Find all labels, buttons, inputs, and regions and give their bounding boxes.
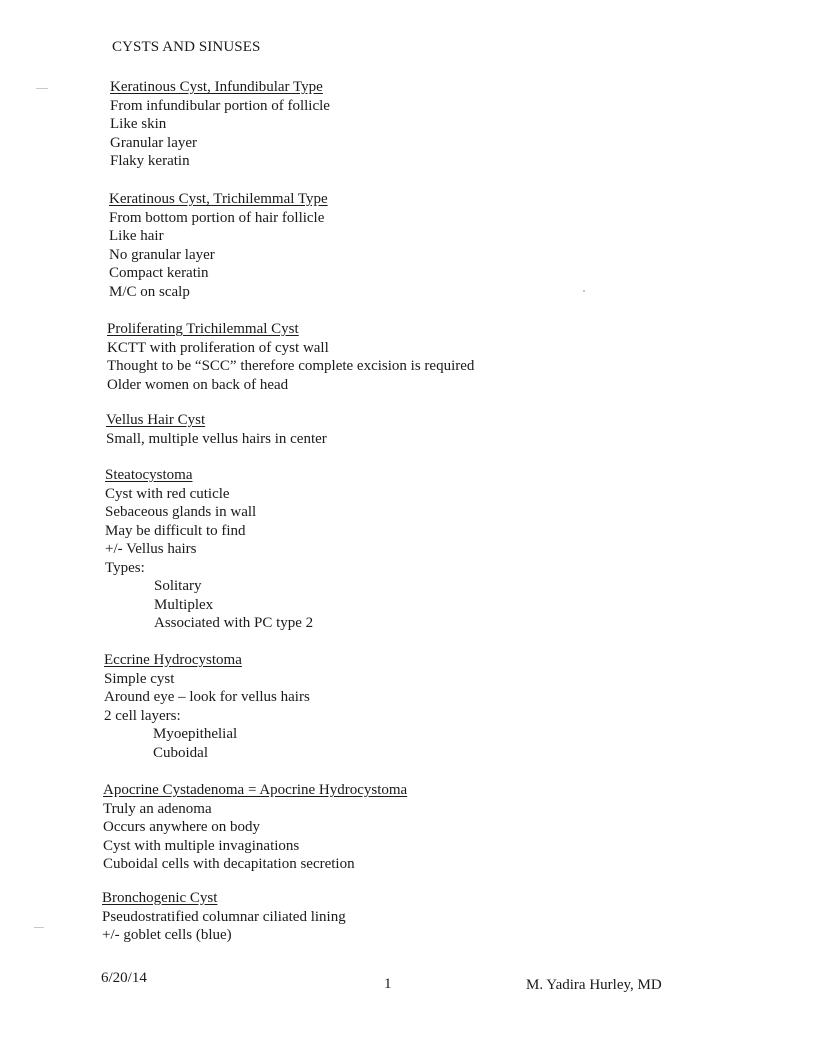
section: [103, 781, 407, 874]
section-line: Thought to be “SCC” therefore complete excision is required: [107, 358, 475, 374]
sub-list-item: Associated with PC type 2: [154, 615, 314, 631]
section: [105, 466, 313, 633]
section-line: 2 cell layers:: [104, 707, 181, 724]
footer-author: M. Yadira Hurley, MD: [526, 977, 662, 993]
scan-speck: [36, 88, 48, 89]
section-line: Occurs anywhere on body: [103, 819, 261, 835]
section-line: Cuboidal cells with decapitation secretion: [103, 856, 355, 872]
section-line: No granular layer: [109, 246, 215, 263]
section-heading: Keratinous Cyst, Infundibular Type: [110, 79, 323, 95]
section: [110, 78, 330, 171]
section-line: KCTT with proliferation of cyst wall: [107, 339, 329, 356]
section-line: Compact keratin: [109, 265, 209, 281]
section-line: From infundibular portion of follicle: [110, 97, 330, 114]
section: [109, 190, 328, 301]
section-line: Flaky keratin: [110, 153, 190, 169]
section-heading: Proliferating Trichilemmal Cyst: [107, 321, 299, 337]
section-line: +/- Vellus hairs: [105, 541, 197, 557]
section-line: Types:: [105, 559, 145, 576]
section-heading: Eccrine Hydrocystoma: [104, 652, 242, 668]
section-line: Cyst with red cuticle: [105, 485, 230, 502]
section: [106, 411, 327, 448]
section: [102, 889, 346, 945]
section-line: Cyst with multiple invaginations: [103, 837, 300, 854]
section-heading: Steatocystoma: [105, 467, 193, 483]
scan-speck: [34, 927, 44, 928]
section-line: Around eye – look for vellus hairs: [104, 689, 310, 705]
sub-list-item: Cuboidal: [153, 744, 208, 761]
section-line: Granular layer: [110, 134, 198, 151]
section-heading: Apocrine Cystadenoma = Apocrine Hydrocystoma: [103, 782, 408, 798]
section: [104, 651, 310, 762]
section-line: May be difficult to find: [105, 522, 246, 539]
section-line: Pseudostratified columnar ciliated lining: [102, 908, 346, 925]
sub-list-item: Multiplex: [154, 596, 214, 613]
section-line: M/C on scalp: [109, 283, 190, 300]
section-line: Sebaceous glands in wall: [105, 504, 257, 520]
section-line: Like skin: [110, 116, 167, 132]
section-line: +/- goblet cells (blue): [102, 927, 232, 943]
section-line: Older women on back of head: [107, 376, 289, 393]
section-line: Small, multiple vellus hairs in center: [106, 430, 327, 447]
sub-list-item: Myoepithelial: [153, 726, 238, 742]
section-line: Like hair: [109, 228, 164, 244]
document-title: CYSTS AND SINUSES: [112, 39, 261, 55]
section-line: Truly an adenoma: [103, 800, 212, 817]
section-heading: Vellus Hair Cyst: [106, 412, 206, 428]
section-heading: Bronchogenic Cyst: [102, 890, 218, 906]
scan-speck: [583, 290, 585, 292]
sub-list-item: Solitary: [154, 578, 202, 594]
footer-page-number: 1: [384, 976, 392, 992]
section-heading: Keratinous Cyst, Trichilemmal Type: [109, 191, 328, 207]
section-line: From bottom portion of hair follicle: [109, 209, 325, 226]
section-line: Simple cyst: [104, 670, 175, 687]
footer-date: 6/20/14: [101, 970, 147, 986]
section: [107, 320, 474, 394]
